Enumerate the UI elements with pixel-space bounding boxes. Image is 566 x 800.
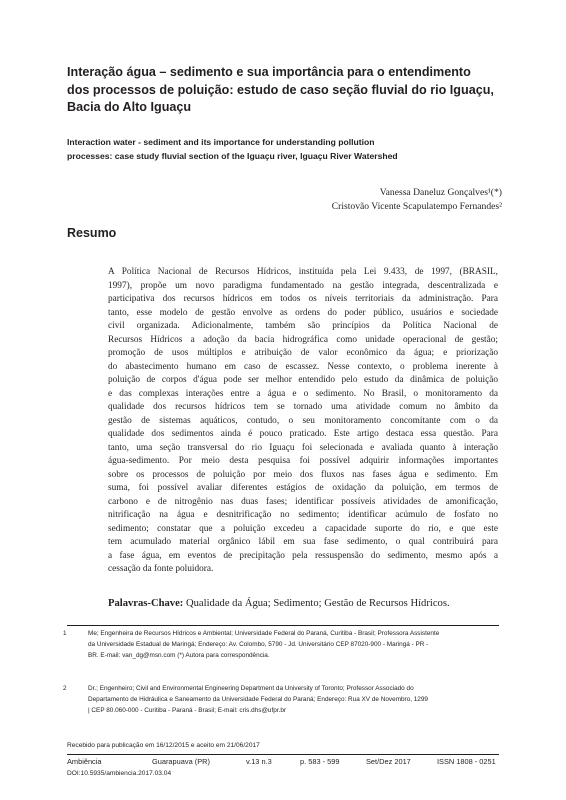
title-line: Bacia do Alto Iguaçu: [67, 100, 192, 114]
keywords-text: Qualidade da Água; Sedimento; Gestão de Recursos Hídricos.: [185, 598, 450, 609]
abstract-line: sedimento; constatar que a poluição excedeu a capacidade suporte do rio, e que este: [108, 523, 498, 534]
abstract-line: suma, foi possível avaliar diferentes estágios de oxidação da poluição, em termos de: [108, 483, 498, 493]
abstract-line: promoção de usos múltiplos e atribuição de valor econômico da água; e priorização: [108, 348, 498, 358]
footnote-line: da Universidade Estadual de Maringá; Endereço: Av. Colombo, 5790 - Jd. Universitário CEP 87020-900 - Maringá - PR -: [88, 640, 429, 648]
abstract-line: qualidade dos recursos hídricos tem se tornado uma atividade comum no âmbito da: [108, 402, 498, 412]
abstract-line: 1997), propõe um novo paradigma fundamentado na gestão integrada, descentralizada e: [108, 280, 498, 291]
footer-volume: v.13 n.3: [246, 757, 272, 766]
abstract-line: nitrificação na água e desnitrificação no sedimento; identificar acúmulo de fosfato no: [108, 510, 498, 520]
abstract-line: qualidade dos sedimentos ainda é pouco praticado. Este artigo destaca essa questão. Para: [108, 429, 498, 439]
footnote-1: [63, 629, 503, 661]
abstract-line: cessação da fonte poluidora.: [108, 564, 214, 574]
footer-issn: ISSN 1808 - 0251: [437, 757, 496, 766]
abstract-line: água-sedimento. Por meio desta pesquisa foi possível adquirir informações importantes: [108, 456, 498, 466]
footnote-line: Dr.; Engenheiro; Civil and Environmental Engineering Department da University of Toronto; Professor Associado do: [88, 685, 414, 692]
author-name: Cristovão Vicente Scapulatempo Fernandes²: [331, 201, 502, 212]
footer-date: Set/Dez 2017: [366, 757, 411, 766]
footnote-number: 2: [63, 685, 67, 692]
footer-journal: Ambiência: [67, 757, 102, 766]
footer-pages: p. 583 - 599: [300, 757, 340, 766]
title-line: Interaction water - sediment and its importance for understanding pollution: [67, 137, 375, 147]
abstract-line: civil organizada. Adicionalmente, também são princípios da Política Nacional de: [108, 321, 498, 331]
footer-doi: DOI:10.5935/ambiencia.2017.03.04: [67, 770, 172, 777]
footnote-line: BR. E-mail: van_dg@msn.com (*) Autora para correspondência.: [88, 651, 270, 659]
abstract-line: tem acumulado material orgânico lábil em sua fase sedimento, o qual contribuirá para: [108, 537, 498, 547]
abstract-line: sobre os processos de poluição por meio dos fluxos nas fases água e sedimento. Em: [108, 469, 498, 480]
keywords: [108, 598, 450, 609]
footnote-line: Departamento de Hidráulica e Saneamento da Universidade Federal do Paraná; Endereço: Rua XV de Novembro, 1299: [88, 695, 428, 703]
abstract-line: A Política Nacional de Recursos Hídricos, instituída pela Lei 9.433, de 1997, (BRASIL,: [108, 267, 498, 277]
abstract-body: [108, 266, 498, 577]
footnote-line: Me; Engenheira de Recursos Hídricos e Ambiental; Universidade Federal do Paraná, Curitiba - Brasil; Professora Assistente: [88, 630, 440, 637]
abstract-line: a fase água, em eventos de precipitação pela ressuspensão do sedimento, mesmo após a: [108, 550, 498, 561]
abstract-line: poluição de corpos d'água pode ser melhor entendido pelo estudo da dinâmica de poluição: [108, 375, 498, 385]
abstract-line: gestão de sistemas aquáticos, contudo, o seu monitoramento concomitante com o da: [108, 415, 498, 426]
title-line: dos processos de poluição: estudo de caso seção fluvial do rio Iguaçu,: [67, 82, 494, 97]
abstract-line: tanto, esse modelo de gestão envolve as ordens do poder público, usuários e sociedade: [108, 307, 498, 318]
abstract-line: carbono e de nitrogênio nas duas fases; identificar possíveis atividades de amonificação,: [108, 496, 498, 507]
section-heading: Resumo: [67, 226, 117, 240]
abstract-line: Recursos Hídricos a adoção da bacia hidrográfica como unidade operacional de gestão;: [108, 334, 498, 345]
abstract-line: e das complexas interações entre a água e o sedimento. No Brasil, o monitoramento da: [108, 388, 498, 399]
title-line: Interação água – sedimento e sua importância para o entendimento: [67, 65, 471, 79]
footer-divider: [67, 754, 499, 755]
footnote-2: [63, 684, 503, 716]
abstract-line: tanto, uma seção transversal do rio Iguaçu foi selecionada e avaliada quanto à interação: [108, 442, 498, 453]
footnote-line: | CEP 80.060-000 - Curitiba - Paraná - Brasil; E-mail: cris.dhs@ufpr.br: [88, 706, 287, 714]
title-line: processes: case study fluvial section of the Iguaçu river, Iguaçu River Watershed: [67, 150, 398, 161]
abstract-line: do abastecimento humano em caso de escassez. Nesse contexto, o problema inerente à: [108, 361, 498, 372]
keywords-label: Palavras-Chave:: [108, 598, 184, 609]
abstract-line: participativa dos recursos hídricos em todos os níveis territoriais da administração. Para: [108, 294, 498, 304]
footer-place: Guarapuava (PR): [152, 757, 210, 766]
author-name: Vanessa Daneluz Gonçalves¹(*): [379, 187, 502, 198]
article-title-english: [67, 136, 515, 163]
received-note: Recebido para publicação em 16/12/2015 e aceito em 21/06/2017: [67, 742, 260, 749]
article-title-portuguese: [67, 64, 507, 117]
footnote-divider: [67, 625, 499, 626]
author-list: [332, 186, 502, 214]
footnote-number: 1: [63, 630, 67, 637]
